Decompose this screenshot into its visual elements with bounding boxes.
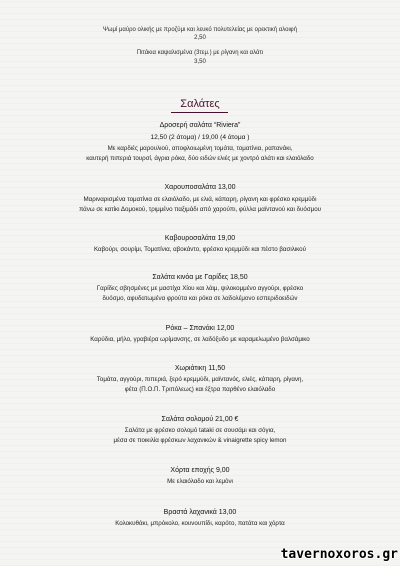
dish-name: Δροσερή σαλάτα “Riviera” [159,122,241,129]
dish-desc-line: Σαλάτα με φρέσκο σολομό tataki σε σουσάμι και σόγια, [124,427,276,434]
site-watermark: tavernoxoros.gr [280,547,398,562]
dish-name: Ρόκα – Σπανάκι 12,00 [165,325,235,332]
dish-desc-line: δυόσμο, αφυδατωμένα φρούτα και ρόκα σε λαδολέμονο εσπεριδοειδών [102,295,298,302]
pita-price: 3,50 [194,59,206,65]
dish-desc-line: Γαρίδες σβησμένες με μαστίχα Χίου και λάιμ, ψιλοκομμένο αγγούρι, φρέσκο [96,285,304,292]
dish-desc-line: Μαριναρισμένα τοματίνια σε ελαιόλαδο, με ελιά, κάπαρη, ρίγανη και φρέσκο κρεμμύδι [83,196,317,203]
dish-desc-line: Κολοκυθάκι, μπρόκολο, κουνουπίδι, καρότο, πατάτα και χόρτα [115,520,285,527]
dish-name: Σαλάτα σολομού 21,00 € [161,416,239,423]
dish-price: 12,50 (2 άτομα) / 19,00 (4 άτομα ) [150,134,250,141]
dish-name: Χόρτα εποχής 9,00 [170,467,230,474]
dish-desc-line: καυτερή πιπεριά τουρσί, άγρια ρόκα, δύο ειδών ελιές με χοντρό αλάτι και ελαιόλαδο [86,155,314,162]
bread-text: Ψωμί μαύρο ολικής με προζύμι και λευκό πολυτελείας με ορεκτική αλοιφή [102,27,298,33]
section-title: Σαλάτες [180,98,220,110]
dish-desc-line: Με καρδιές μαρουλιού, αποφλοιωμένη τομάτα, τοματίνια, ραπανάκι, [107,145,293,152]
dish-name: Βραστά λαχανικά 13,00 [163,509,237,516]
dish-name: Χαρουποσαλάτα 13,00 [164,184,236,191]
dish-name: Καβουροσαλάτα 19,00 [164,235,236,242]
dish-desc-line: Καρύδια, μήλο, γραβιέρα ωρίμανσης, σε λαδόξυδο με καραμελωμένο βαλσάμικο [90,336,310,343]
dish-desc-line: Με ελαιόλαδο και λεμόνι [167,478,233,485]
dish-name: Χωριάτικη 11,50 [174,365,226,372]
dish-desc-line: Καβούρι, σουρίμι, Τοματίνια, αβοκάντο, φρέσκο κρεμμύδι και πέστο βασιλικού [93,246,307,253]
section-title-underline [171,112,228,113]
dish-name: Σαλάτα κινόα με Γαρίδες 18,50 [152,274,248,281]
dish-desc-line: Τομάτα, αγγούρι, πιπεριά, ξερό κρεμμύδι, μαϊντανός, ελιές, κάπαρη, ρίγανη, [96,376,304,383]
bread-price: 2,50 [194,35,206,41]
dish-desc-line: φέτα (Π.Ο.Π. Τριπόλεως) και έξτρα παρθένο ελαιόλαδο [124,386,276,393]
pita-text: Πιτάκια καψαλισμένα (3τεμ.) με ρίγανη και αλάτι [136,50,264,56]
dish-desc-line: πάνω σε κατίκι Δομοκού, τριμμένο παξιμάδι από χαρούπι, φύλλα μαϊντανού και δυόσμου [78,206,322,213]
dish-desc-line: μέσα σε ποικιλία φρέσκων λαχανικών & vinaigrette spicy lemon [113,437,287,444]
